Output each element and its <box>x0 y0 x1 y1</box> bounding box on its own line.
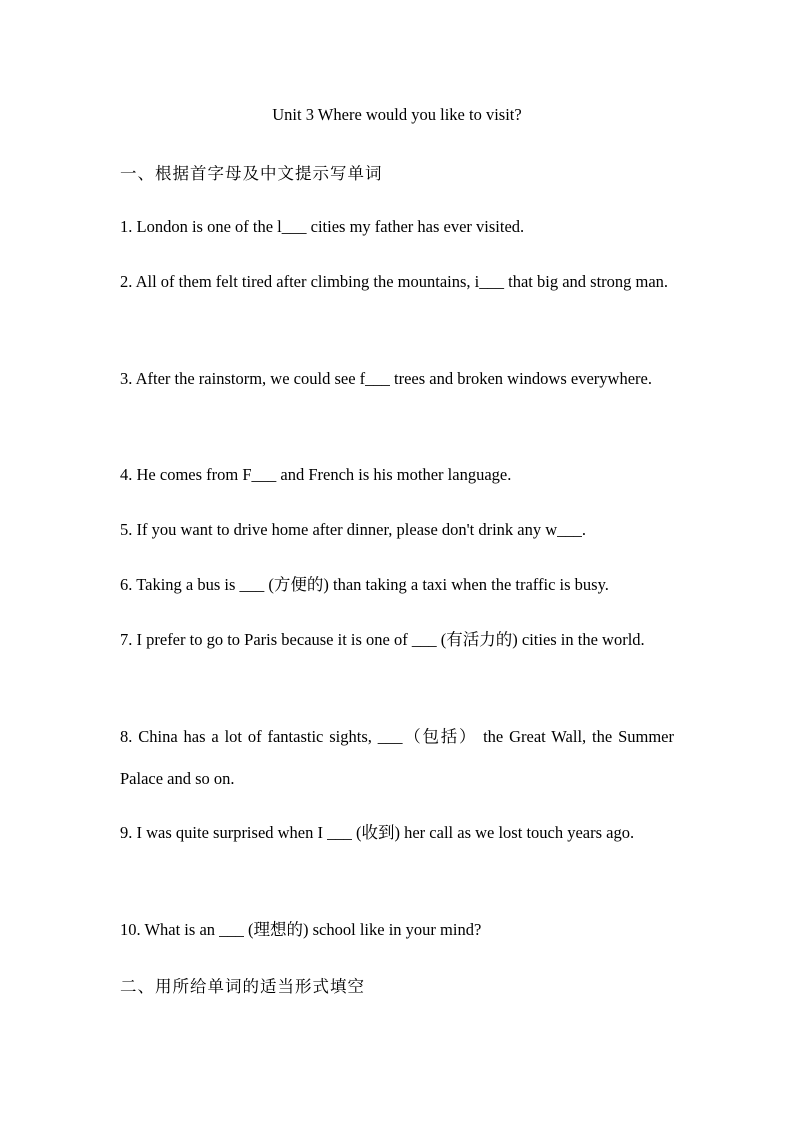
question-1: 1. London is one of the l___ cities my father has ever visited. <box>120 217 525 236</box>
section-2-heading: 二、用所给单词的适当形式填空 <box>120 977 365 996</box>
question-4: 4. He comes from F___ and French is his mother language. <box>120 465 512 484</box>
question-8: 8. China has a lot of fantastic sights, ___（包括） the Great Wall, the Summer Palace and so on. <box>120 727 674 788</box>
question-6: 6. Taking a bus is ___ (方便的) than taking a taxi when the traffic is busy. <box>120 575 609 594</box>
question-3: 3. After the rainstorm, we could see f___ trees and broken windows everywhere. <box>120 369 652 388</box>
question-5: 5. If you want to drive home after dinner, please don't drink any w___. <box>120 520 587 539</box>
section-1-heading: 一、根据首字母及中文提示写单词 <box>120 164 383 183</box>
page-title: Unit 3 Where would you like to visit? <box>272 105 522 124</box>
question-2: 2. All of them felt tired after climbing the mountains, i___ that big and strong man. <box>120 272 669 291</box>
question-10: 10. What is an ___ (理想的) school like in your mind? <box>120 920 482 939</box>
question-9: 9. I was quite surprised when I ___ (收到) her call as we lost touch years ago. <box>120 823 635 842</box>
question-7: 7. I prefer to go to Paris because it is one of ___ (有活力的) cities in the world. <box>120 630 645 649</box>
